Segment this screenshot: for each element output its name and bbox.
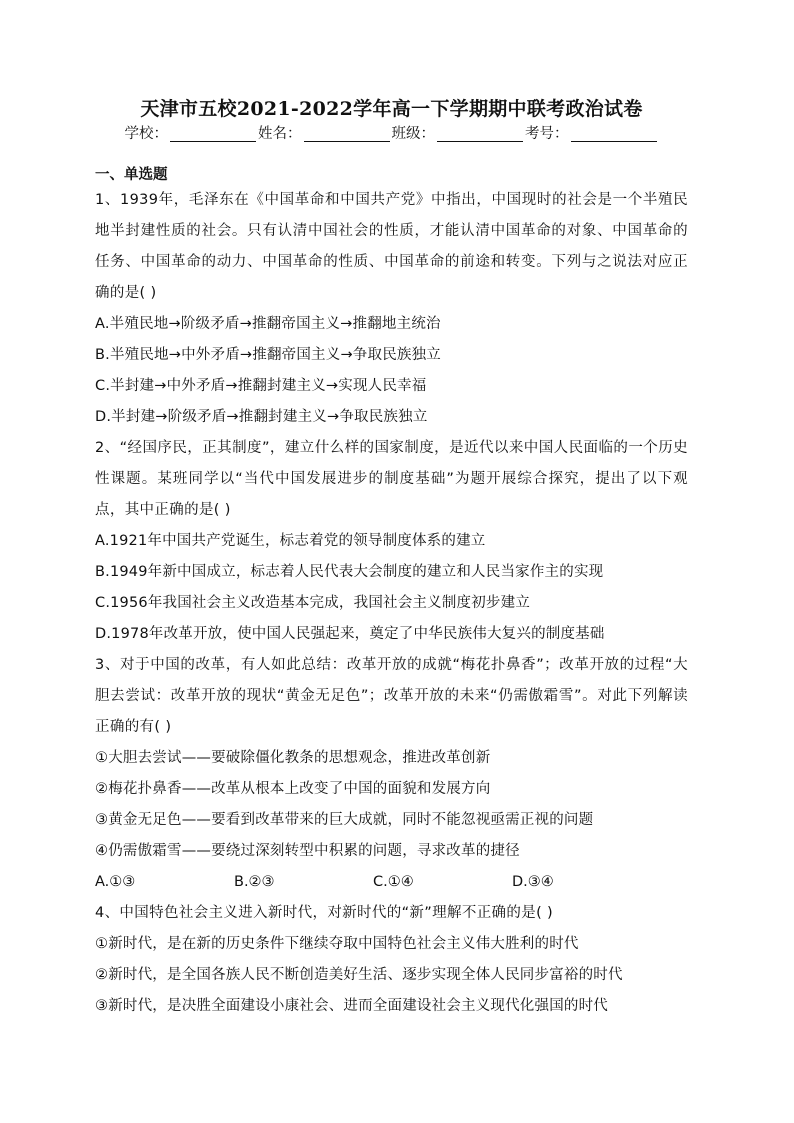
- option-a: A.1921年中国共产党诞生，标志着党的领导制度体系的建立: [95, 533, 486, 549]
- question-text: 2、“经国序民，正其制度”，建立什么样的国家制度，是近代以来中国人民面临的一个历史性课题。某班同学以“当代中国发展进步的制度基础”为题开展综合探究，提出了以下观点，其中正确的是( ): [95, 440, 688, 518]
- question-text: 1、1939年，毛泽东在《中国革命和中国共产党》中指出，中国现时的社会是一个半殖民地半封建性质的社会。只有认清中国社会的性质，才能认清中国革命的对象、中国革命的任务、中国革命的动力、中国革命的性质、中国革命的前途和转变。下列与之说法对应正确的是( ): [95, 192, 688, 301]
- question-4: [95, 898, 688, 1022]
- option-d: D.半封建→阶级矛盾→推翻封建主义→争取民族独立: [95, 409, 428, 425]
- option-b: B.1949年新中国成立，标志着人民代表大会制度的建立和人民当家作主的实现: [95, 564, 604, 580]
- student-info-row: [95, 123, 688, 145]
- choice-b: B.②③: [234, 874, 275, 890]
- name-blank[interactable]: [304, 125, 390, 142]
- question-text: 3、对于中国的改革，有人如此总结：改革开放的成就“梅花扑鼻香”；改革开放的过程“大胆去尝试：改革开放的现状“黄金无足色”；改革开放的未来“仍需傲霜雪”。对此下列解读正确的有( ): [95, 657, 688, 735]
- question-3: [95, 650, 688, 898]
- class-field: [392, 123, 526, 145]
- answer-choices: [95, 867, 688, 898]
- school-field: [125, 123, 259, 145]
- statement-1: ①大胆去尝试——要破除僵化教条的思想观念，推进改革创新: [95, 750, 491, 766]
- school-label: 学校：: [124, 126, 168, 142]
- statement-3: ③黄金无足色——要看到改革带来的巨大成就，同时不能忽视亟需正视的问题: [95, 812, 594, 828]
- class-label: 班级：: [391, 126, 435, 142]
- name-label: 姓名：: [258, 126, 302, 142]
- question-2: [95, 433, 688, 650]
- statement-2: ②新时代，是全国各族人民不断创造美好生活、逐步实现全体人民同步富裕的时代: [95, 967, 623, 983]
- option-d: D.1978年改革开放，使中国人民强起来，奠定了中华民族伟大复兴的制度基础: [95, 626, 605, 642]
- section-title-single-choice: 一、单选题: [95, 167, 168, 183]
- option-a: A.半殖民地→阶级矛盾→推翻帝国主义→推翻地主统治: [95, 316, 441, 332]
- number-label: 考号：: [525, 126, 569, 142]
- option-b: B.半殖民地→中外矛盾→推翻帝国主义→争取民族独立: [95, 347, 442, 363]
- statement-4: ④仍需傲霜雪——要绕过深刻转型中积累的问题，寻求改革的捷径: [95, 843, 520, 859]
- school-blank[interactable]: [170, 125, 256, 142]
- exam-title: 天津市五校2021-2022学年高一下学期期中联考政治试卷: [140, 98, 643, 120]
- class-blank[interactable]: [437, 125, 523, 142]
- name-field: [258, 123, 392, 145]
- statement-2: ②梅花扑鼻香——改革从根本上改变了中国的面貌和发展方向: [95, 781, 491, 797]
- choice-c: C.①④: [373, 874, 414, 890]
- question-text: 4、中国特色社会主义进入新时代，对新时代的“新”理解不正确的是( ): [95, 905, 554, 921]
- number-blank[interactable]: [571, 125, 657, 142]
- question-1: [95, 185, 688, 433]
- number-field: [525, 123, 659, 145]
- statement-1: ①新时代，是在新的历史条件下继续夺取中国特色社会主义伟大胜利的时代: [95, 936, 579, 952]
- option-c: C.1956年我国社会主义改造基本完成，我国社会主义制度初步建立: [95, 595, 531, 611]
- option-c: C.半封建→中外矛盾→推翻封建主义→实现人民幸福: [95, 378, 427, 394]
- choice-a: A.①③: [95, 874, 136, 890]
- statement-3: ③新时代，是决胜全面建设小康社会、进而全面建设社会主义现代化强国的时代: [95, 998, 608, 1014]
- choice-d: D.③④: [512, 874, 554, 890]
